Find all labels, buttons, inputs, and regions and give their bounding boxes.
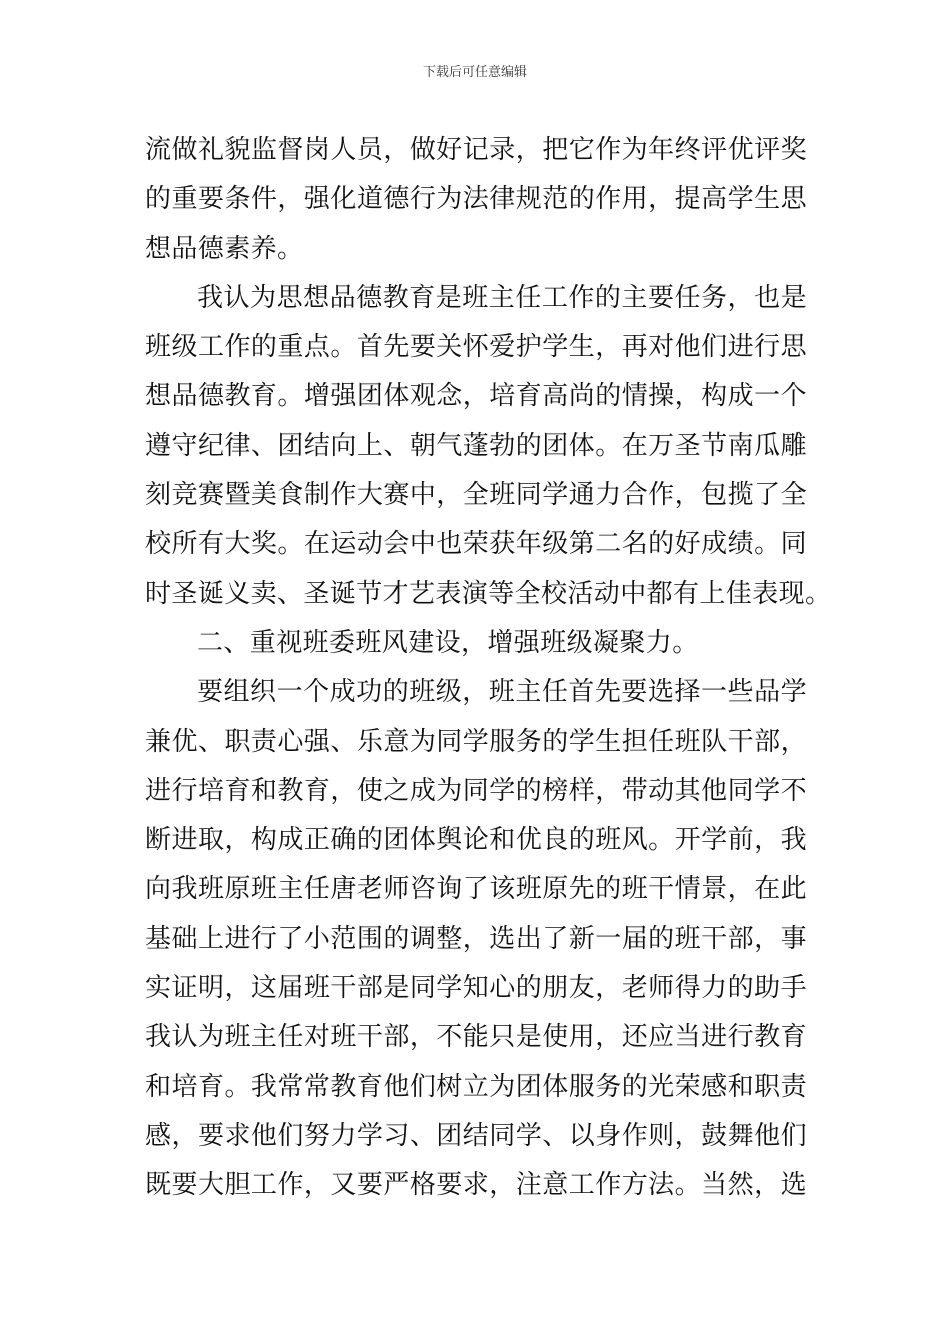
text-line: 我认为思想品德教育是班主任工作的主要任务，也是 [197, 282, 807, 313]
text-line: 要组织一个成功的班级，班主任首先要选择一些品学 [197, 677, 807, 708]
text-line: 断进取，构成正确的团体舆论和优良的班风。开学前，我 [145, 825, 807, 856]
document-body [145, 126, 832, 1211]
text-line: 班级工作的重点。首先要关怀爱护学生，再对他们进行思 [145, 332, 807, 363]
text-line: 进行培育和教育，使之成为同学的榜样，带动其他同学不 [145, 775, 807, 806]
text-line: 既要大胆工作，又要严格要求，注意工作方法。当然，选 [145, 1170, 807, 1201]
text-line: 向我班原班主任唐老师咨询了该班原先的班干情景，在此 [145, 874, 807, 905]
text-line: 想品德素养。 [145, 233, 304, 264]
text-line: 时圣诞义卖、圣诞节才艺表演等全校活动中都有上佳表现。 [145, 578, 832, 609]
section-heading: 二、重视班委班风建设，增强班级凝聚力。 [197, 627, 699, 658]
text-line: 的重要条件，强化道德行为法律规范的作用，提高学生思 [145, 184, 807, 215]
text-line: 兼优、职责心强、乐意为同学服务的学生担任班队干部， [145, 726, 807, 757]
text-line: 感，要求他们努力学习、团结同学、以身作则，鼓舞他们 [145, 1120, 807, 1151]
page-header-note: 下载后可任意编辑 [422, 65, 527, 80]
text-line: 我认为班主任对班干部，不能只是使用，还应当进行教育 [145, 1022, 807, 1053]
text-line: 和培育。我常常教育他们树立为团体服务的光荣感和职责 [145, 1071, 807, 1102]
text-line: 刻竞赛暨美食制作大赛中，全班同学通力合作，包揽了全 [145, 480, 807, 511]
text-line: 基础上进行了小范围的调整，选出了新一届的班干部，事 [145, 923, 807, 954]
text-line: 想品德教育。增强团体观念，培育高尚的情操，构成一个 [145, 381, 807, 412]
text-line: 校所有大奖。在运动会中也荣获年级第二名的好成绩。同 [145, 529, 807, 560]
text-line: 遵守纪律、团结向上、朝气蓬勃的团体。在万圣节南瓜雕 [145, 430, 807, 461]
text-line: 实证明，这届班干部是同学知心的朋友，老师得力的助手 [145, 973, 807, 1004]
text-line: 流做礼貌监督岗人员，做好记录，把它作为年终评优评奖 [145, 135, 807, 165]
